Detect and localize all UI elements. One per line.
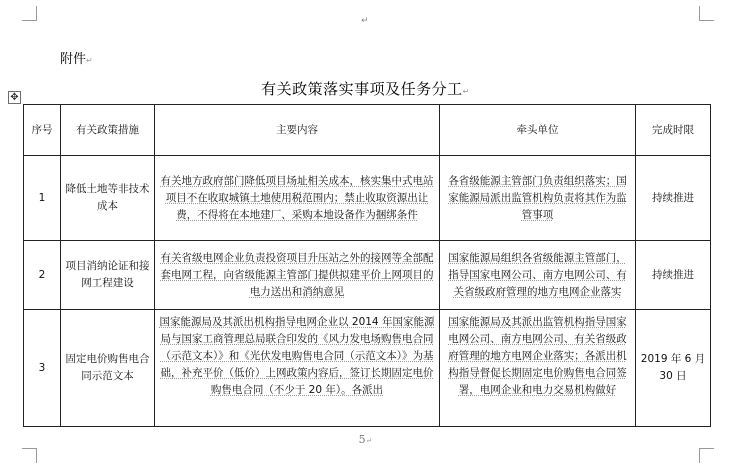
table-row xyxy=(24,310,711,427)
page-corner-mark xyxy=(22,6,37,21)
row-lead: 各省级能源主管部门负责组织落实；国家能源局派出监管机构负责将其作为监管事项 xyxy=(440,156,636,241)
document-title: 有关政策落实事项及任务分工↵ xyxy=(261,80,470,98)
row-measure: 固定电价购售电合同示范文本 xyxy=(61,310,155,427)
page-corner-mark xyxy=(22,448,37,463)
table-move-handle-icon[interactable]: ✥ xyxy=(8,91,21,104)
row-deadline: 持续推进 xyxy=(636,241,711,310)
task-table xyxy=(23,104,711,427)
table-row xyxy=(24,156,711,241)
row-measure: 项目消纳论证和接网工程建设 xyxy=(61,241,155,310)
attachment-label: 附件↵ xyxy=(60,52,93,67)
row-index: 1 xyxy=(24,156,61,241)
page-number: 5↵ xyxy=(358,433,373,446)
paragraph-mark-icon: ↵ xyxy=(86,56,93,65)
paragraph-mark-icon: ↵ xyxy=(462,87,470,96)
row-content: 有关地方政府部门降低项目场址相关成本，核实集中式电站项目不在收取城镇土地使用税范围内；禁止收取资源出让费，不得将在本地建厂、采购本地设备作为捆绑条件 xyxy=(155,156,440,241)
row-content: 国家能源局及其派出机构指导电网企业以 2014 年国家能源局与国家工商管理总局联合印发的《风力发电场购售电合同（示范文本）》和《光伏发电购售电合同（示范文本）》为基础，补充平价（低价）上网政策内容后，签订长期固定电价购售电合同（不少于 20 年）。各派出 xyxy=(155,310,440,427)
row-index: 2 xyxy=(24,241,61,310)
row-lead: 国家能源局及其派出监管机构指导国家电网公司、南方电网公司、有关省级政府管理的地方电网企业落实；各派出机构指导督促长期固定电价购售电合同签署，电网企业和电力交易机构做好 xyxy=(440,310,636,427)
row-deadline: 2019 年 6 月 30 日 xyxy=(636,310,711,427)
table-header-row xyxy=(24,105,711,156)
header-cell-deadline: 完成时限 xyxy=(636,105,711,156)
paragraph-mark-icon: ↵ xyxy=(361,16,369,26)
header-cell-measure: 有关政策措施 xyxy=(61,105,155,156)
row-content: 有关省级电网企业负责投资项目升压站之外的接网等全部配套电网工程，向省级能源主管部门提供拟建平价上网项目的电力送出和消纳意见 xyxy=(155,241,440,310)
row-deadline: 持续推进 xyxy=(636,156,711,241)
page-corner-mark xyxy=(699,448,714,463)
header-cell-index: 序号 xyxy=(24,105,61,156)
table-row xyxy=(24,241,711,310)
page-corner-mark xyxy=(699,6,714,21)
header-cell-content: 主要内容 xyxy=(155,105,440,156)
row-measure: 降低土地等非技术成本 xyxy=(61,156,155,241)
header-cell-lead: 牵头单位 xyxy=(440,105,636,156)
row-lead: 国家能源局组织各省级能源主管部门，指导国家电网公司、南方电网公司、有关省级政府管理的地方电网企业落实 xyxy=(440,241,636,310)
row-index: 3 xyxy=(24,310,61,427)
paragraph-mark-icon: ↵ xyxy=(365,436,373,445)
